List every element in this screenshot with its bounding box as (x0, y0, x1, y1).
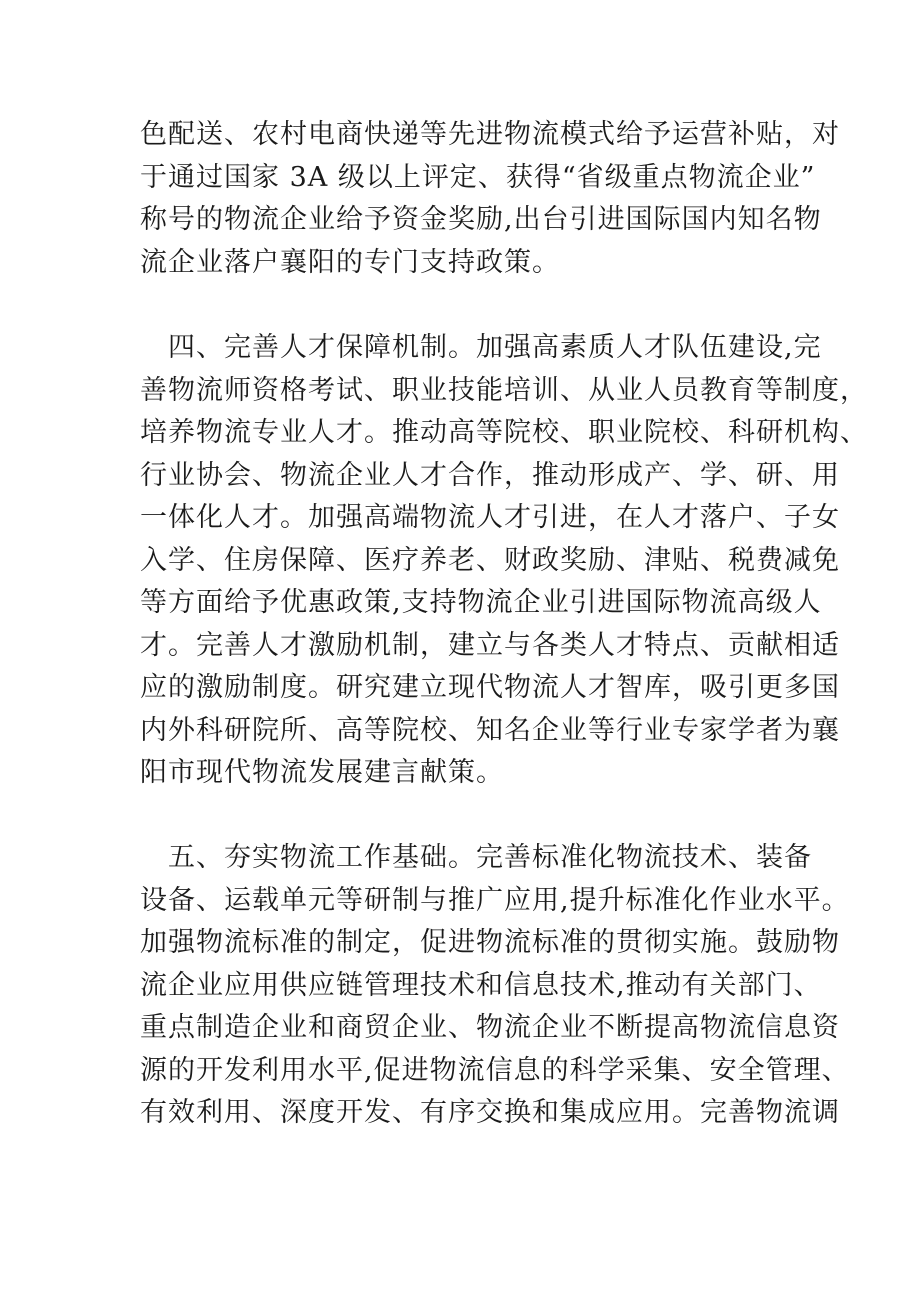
text-line: 入学、住房保障、医疗养老、财政奖励、津贴、税费减免 (140, 544, 840, 576)
text-line: 于通过国家 3A 级以上评定、获得“省级重点物流企业” (140, 161, 816, 193)
text-line: 善物流师资格考试、职业技能培训、从业人员教育等制度， (140, 374, 868, 406)
paragraph-talent-mechanism (140, 327, 868, 795)
text-line: 培养物流专业人才。推动高等院校、职业院校、科研机构、 (140, 417, 868, 448)
text-line: 有效利用、深度开发、有序交换和集成应用。完善物流调 (140, 1097, 840, 1128)
text-line: 色配送、农村电商快递等先进物流模式给予运营补贴，对 (140, 119, 840, 150)
text-line: 流企业落户襄阳的专门支持政策。 (140, 246, 560, 278)
text-line: 设备、运载单元等研制与推广应用,提升标准化作业水平。 (140, 884, 850, 916)
paragraph-logistics-subsidy (140, 114, 840, 284)
text-line: 内外科研院所、高等院校、知名企业等行业专家学者为襄 (140, 714, 840, 746)
text-line: 才。完善人才激励机制，建立与各类人才特点、贡献相适 (140, 629, 840, 661)
paragraph-logistics-foundation (140, 837, 850, 1135)
text-line: 加强物流标准的制定，促进物流标准的贯彻实施。鼓励物 (140, 927, 840, 958)
text-line: 流企业应用供应链管理技术和信息技术,推动有关部门、 (140, 969, 822, 1001)
text-line: 等方面给予优惠政策,支持物流企业引进国际物流高级人 (140, 587, 822, 618)
text-line: 应的激励制度。研究建立现代物流人才智库，吸引更多国 (140, 672, 840, 703)
text-line: 四、完善人才保障机制。加强高素质人才队伍建设,完 (140, 332, 822, 363)
text-line: 称号的物流企业给予资金奖励,出台引进国际国内知名物 (140, 204, 822, 235)
text-line: 源的开发利用水平,促进物流信息的科学采集、安全管理、 (140, 1054, 850, 1086)
text-line: 行业协会、物流企业人才合作，推动形成产、学、研、用 (140, 459, 840, 491)
text-line: 阳市现代物流发展建言献策。 (140, 757, 504, 788)
text-line: 一体化人才。加强高端物流人才引进，在人才落户、子女 (140, 502, 840, 533)
text-line: 重点制造企业和商贸企业、物流企业不断提高物流信息资 (140, 1012, 840, 1043)
text-line: 五、夯实物流工作基础。完善标准化物流技术、装备 (140, 842, 812, 873)
